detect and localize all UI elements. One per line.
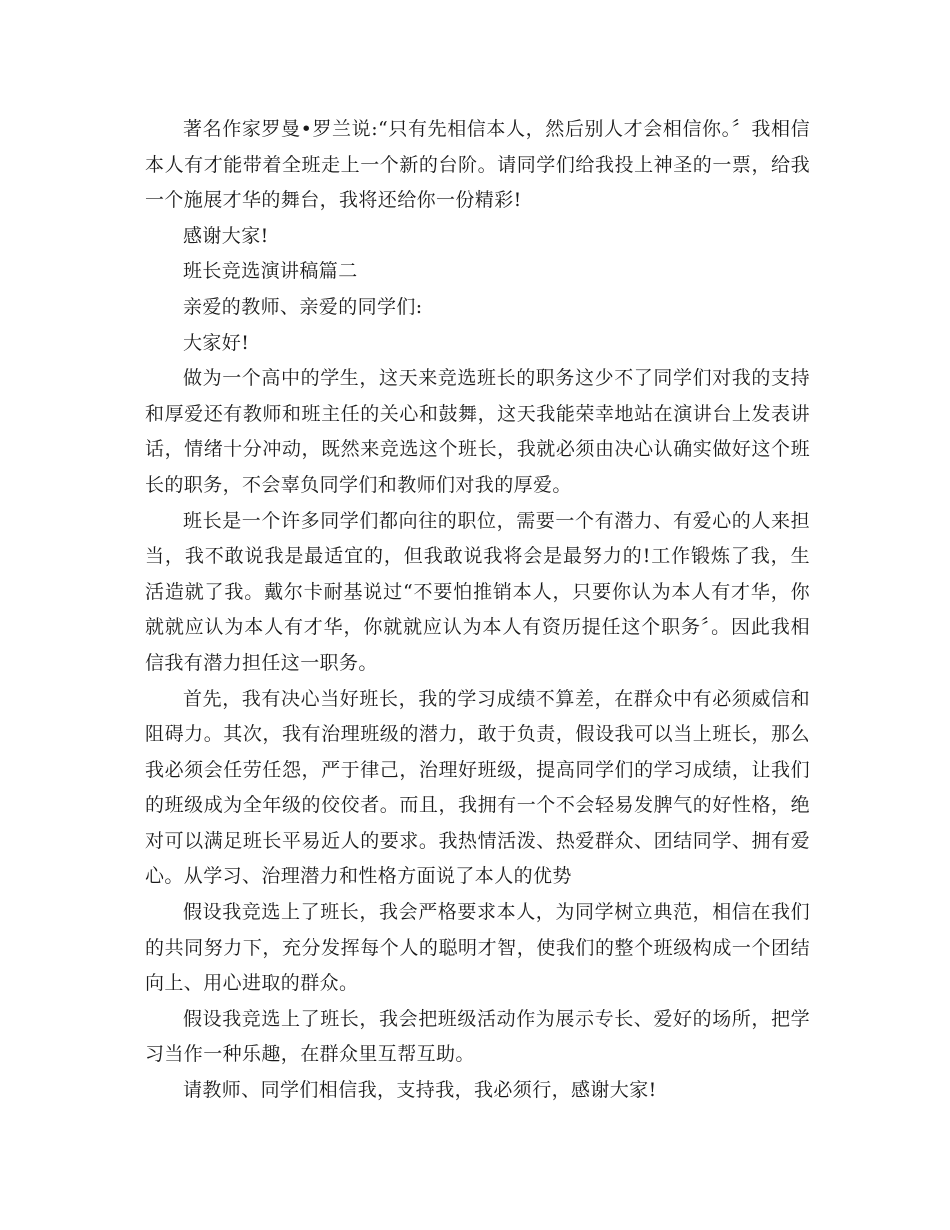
paragraph-salutation: 亲爱的教师、亲爱的同学们: — [183, 295, 423, 318]
paragraph-thanks: 感谢大家! — [183, 224, 269, 247]
section-title: 班长竞选演讲稿篇二 — [183, 260, 358, 283]
paragraph-closing: 请教师、同学们相信我，支持我，我必须行，感谢大家! — [183, 1079, 657, 1102]
paragraph-plan-activities: 假设我竞选上了班长，我会把班级活动作为展示专长、爱好的场所，把学习当作一种乐趣，在群众里互帮互助。 — [145, 1007, 810, 1066]
paragraph-quote-romain-rolland: 著名作家罗曼•罗兰说:“只有先相信本人，然后别人才会相信你。〞我相信本人有才能带着全班走上一个新的台阶。请同学们给我投上神圣的一票，给我一个施展才华的舞台，我将还给你一份精彩! — [145, 118, 810, 212]
paragraph-plan-example: 假设我竞选上了班长，我会严格要求本人，为同学树立典范，相信在我们的共同努力下，充分发挥每个人的聪明才智，使我们的整个班级构成一个团结向上、用心进取的群众。 — [145, 901, 810, 995]
document-page — [145, 112, 810, 1109]
paragraph-qualifications: 首先，我有决心当好班长，我的学习成绩不算差，在群众中有必须威信和阻碍力。其次，我有治理班级的潜力，敢于负责，假设我可以当上班长，那么我必须会任劳任怨，严于律己，治理好班级，提高同学们的学习成绩，让我们的班级成为全年级的佼佼者。而且，我拥有一个不会轻易发脾气的好性格，绝对可以满足班长平易近人的要求。我热情活泼、热爱群众、团结同学、拥有爱心。从学习、治理潜力和性格方面说了本人的优势 — [145, 687, 810, 888]
paragraph-motivation: 班长是一个许多同学们都向往的职位，需要一个有潜力、有爱心的人来担当，我不敢说我是最适宜的，但我敢说我将会是最努力的!工作锻炼了我，生活造就了我。戴尔卡耐基说过“不要怕推销本人，只要你认为本人有才华，你就就应认为本人有才华，你就就应认为本人有资历提任这个职务〞。因此我相信我有潜力担任这一职务。 — [145, 509, 810, 674]
paragraph-greeting: 大家好! — [183, 331, 250, 354]
paragraph-intro: 做为一个高中的学生，这天来竞选班长的职务这少不了同学们对我的支持和厚爱还有教师和班主任的关心和鼓舞，这天我能荣幸地站在演讲台上发表讲话，情绪十分冲动，既然来竞选这个班长，我就必须由决心认确实做好这个班长的职务，不会辜负同学们和教师们对我的厚爱。 — [145, 367, 810, 496]
